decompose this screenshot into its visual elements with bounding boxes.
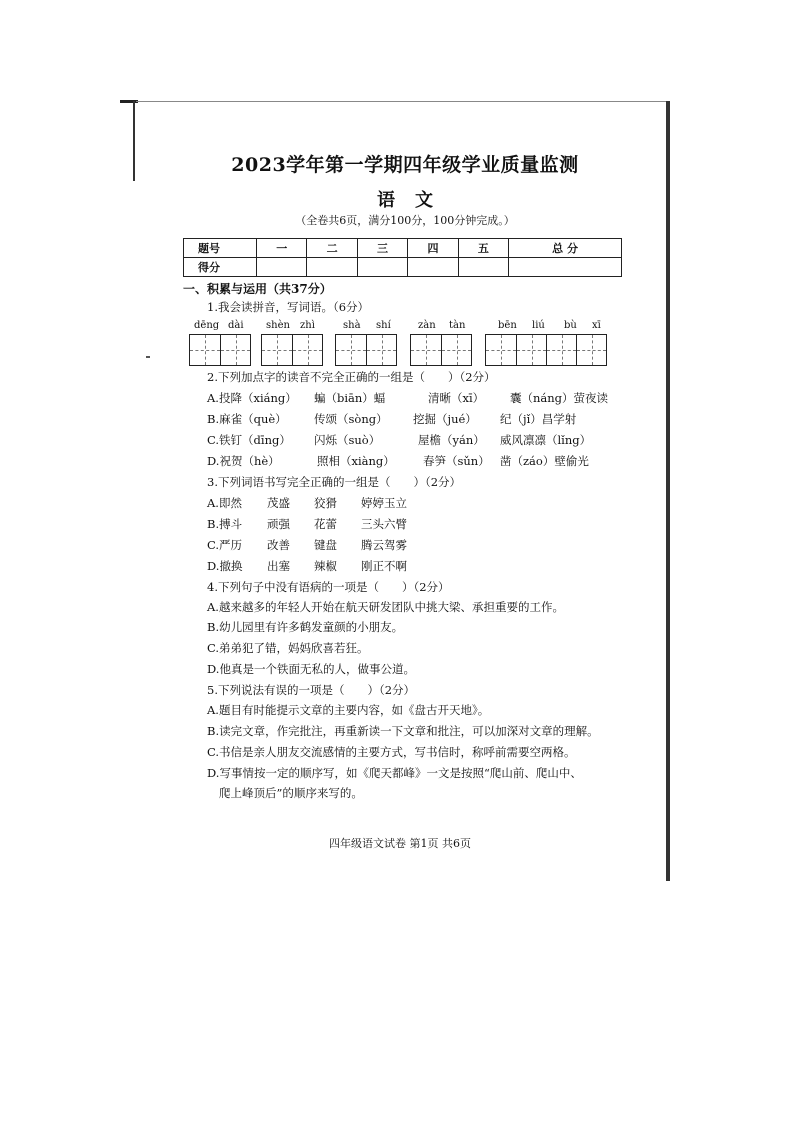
option-line: B.读完文章，作完批注，再重新读一下文章和批注，可以加深对文章的理解。 xyxy=(207,724,599,738)
option-item: D.祝贺（hè） xyxy=(207,454,280,468)
question-stem: 3.下列词语书写完全正确的一组是（ ）（2分） xyxy=(207,475,462,489)
option-item: 凿（záo）壁偷光 xyxy=(500,454,589,468)
pinyin: zhì xyxy=(300,320,315,331)
pinyin: shèn xyxy=(266,320,290,331)
pinyin: liú xyxy=(532,320,545,331)
option-item: 威风凛凛（lǐng） xyxy=(500,433,592,447)
pinyin: shà xyxy=(343,320,361,331)
option-row xyxy=(207,454,589,468)
table-cell: 四 xyxy=(408,239,458,258)
option-item: B.麻雀（què） xyxy=(207,412,287,426)
option-line: B.幼儿园里有许多鹤发童颜的小朋友。 xyxy=(207,620,404,634)
option-item: 闪烁（suò） xyxy=(314,433,381,447)
page-edge xyxy=(136,101,666,102)
page-edge xyxy=(666,101,670,881)
option-item: 挖掘（jué） xyxy=(413,412,477,426)
question-stem: 2.下列加点字的读音不完全正确的一组是（ ）（2分） xyxy=(207,370,496,384)
pinyin: tàn xyxy=(449,320,466,331)
option-item: 春笋（sǔn） xyxy=(423,454,490,468)
score-cell[interactable] xyxy=(307,258,357,277)
exam-note: （全卷共6页，满分100分，100分钟完成。） xyxy=(295,214,515,227)
option-row xyxy=(207,391,608,405)
option-item: 纪（jǐ）昌学射 xyxy=(500,412,577,426)
pinyin: dēng xyxy=(194,320,220,331)
pinyin: xī xyxy=(592,320,601,331)
table-cell: 二 xyxy=(307,239,357,258)
option-item: B.搏斗 xyxy=(207,517,243,531)
option-item: A.即然 xyxy=(207,496,242,510)
grid-cell[interactable] xyxy=(262,335,292,365)
option-item: A.投降（xiáng） xyxy=(207,391,297,405)
option-line: A.越来越多的年轻人开始在航天研发团队中挑大梁、承担重要的工作。 xyxy=(207,600,564,614)
option-line: C.书信是亲人朋友交流感情的主要方式，写书信时，称呼前需要空两格。 xyxy=(207,745,576,759)
score-table-header-row xyxy=(184,239,622,258)
score-cell[interactable] xyxy=(257,258,307,277)
pinyin: dài xyxy=(228,320,244,331)
option-line-continuation: 爬上峰顶后”的顺序来写的。 xyxy=(219,786,363,800)
option-item: 顽强 xyxy=(267,517,290,531)
table-cell: 三 xyxy=(357,239,407,258)
table-cell: 得分 xyxy=(184,258,257,277)
option-item: 传颂（sòng） xyxy=(314,412,388,426)
table-cell: 总 分 xyxy=(509,239,622,258)
score-cell[interactable] xyxy=(408,258,458,277)
pinyin: zàn xyxy=(418,320,436,331)
question-stem: 4.下列句子中没有语病的一项是（ ）（2分） xyxy=(207,580,450,594)
option-row xyxy=(207,559,407,573)
option-item: 花蕾 xyxy=(314,517,337,531)
table-cell: 题号 xyxy=(184,239,257,258)
scan-speck xyxy=(146,356,150,358)
option-item: 茂盛 xyxy=(267,496,290,510)
grid-cell[interactable] xyxy=(366,335,396,365)
option-item: 屋檐（yán） xyxy=(418,433,485,447)
subject-title: 语文 xyxy=(377,190,453,211)
option-item: 蝙（biān）蝠 xyxy=(314,391,386,405)
grid-cell[interactable] xyxy=(576,335,606,365)
score-table xyxy=(183,238,622,277)
option-row xyxy=(207,517,407,531)
table-cell: 五 xyxy=(458,239,508,258)
option-line: D.他真是一个铁面无私的人，做事公道。 xyxy=(207,662,415,676)
option-row xyxy=(207,433,591,447)
table-cell: 一 xyxy=(257,239,307,258)
option-line: A.题目有时能提示文章的主要内容，如《盘古开天地》。 xyxy=(207,703,490,717)
option-item: C.铁钉（dīng） xyxy=(207,433,291,447)
question-stem: 5.下列说法有误的一项是（ ）（2分） xyxy=(207,683,416,697)
option-item: 出塞 xyxy=(267,559,290,573)
option-item: 腾云驾雾 xyxy=(361,538,407,552)
grid-cell[interactable] xyxy=(292,335,322,365)
writing-grid[interactable] xyxy=(335,334,397,366)
writing-grid[interactable] xyxy=(410,334,472,366)
grid-cell[interactable] xyxy=(546,335,576,365)
option-line: C.弟弟犯了错，妈妈欣喜若狂。 xyxy=(207,641,369,655)
score-cell[interactable] xyxy=(357,258,407,277)
pinyin: bēn xyxy=(498,320,517,331)
option-item: 照相（xiàng） xyxy=(317,454,395,468)
option-row xyxy=(207,496,407,510)
option-item: 刚正不啊 xyxy=(361,559,407,573)
option-item: 键盘 xyxy=(314,538,337,552)
grid-cell[interactable] xyxy=(486,335,516,365)
writing-grid[interactable] xyxy=(485,334,607,366)
option-row xyxy=(207,538,407,552)
page-footer: 四年级语文试卷 第1页 共6页 xyxy=(329,837,471,850)
score-table-score-row xyxy=(184,258,622,277)
option-item: D.撤换 xyxy=(207,559,243,573)
score-cell[interactable] xyxy=(509,258,622,277)
option-item: 狡猾 xyxy=(314,496,337,510)
grid-cell[interactable] xyxy=(441,335,471,365)
option-item: 婷婷玉立 xyxy=(361,496,407,510)
option-item: C.严历 xyxy=(207,538,243,552)
score-cell[interactable] xyxy=(458,258,508,277)
grid-cell[interactable] xyxy=(411,335,441,365)
grid-cell[interactable] xyxy=(190,335,220,365)
pinyin: bù xyxy=(564,320,577,331)
scan-mark xyxy=(133,101,135,181)
grid-cell[interactable] xyxy=(220,335,250,365)
option-item: 囊（náng）萤夜读 xyxy=(510,391,609,405)
option-item: 三头六臂 xyxy=(361,517,407,531)
grid-cell[interactable] xyxy=(336,335,366,365)
option-row xyxy=(207,412,576,426)
writing-grid[interactable] xyxy=(261,334,323,366)
option-line: D.写事情按一定的顺序写，如《爬天都峰》一文是按照“爬山前、爬山中、 xyxy=(207,766,582,780)
pinyin: shí xyxy=(376,320,391,331)
option-item: 清晰（xī） xyxy=(428,391,485,405)
option-item: 改善 xyxy=(267,538,290,552)
exam-title: 2023学年第一学期四年级学业质量监测 xyxy=(231,154,579,176)
option-item: 辣椒 xyxy=(314,559,337,573)
question-stem: 1.我会读拼音，写词语。（6分） xyxy=(207,300,370,314)
section-title: 一、积累与运用（共37分） xyxy=(183,282,332,296)
writing-grid[interactable] xyxy=(189,334,251,366)
pinyin-row xyxy=(0,320,794,334)
grid-cell[interactable] xyxy=(516,335,546,365)
